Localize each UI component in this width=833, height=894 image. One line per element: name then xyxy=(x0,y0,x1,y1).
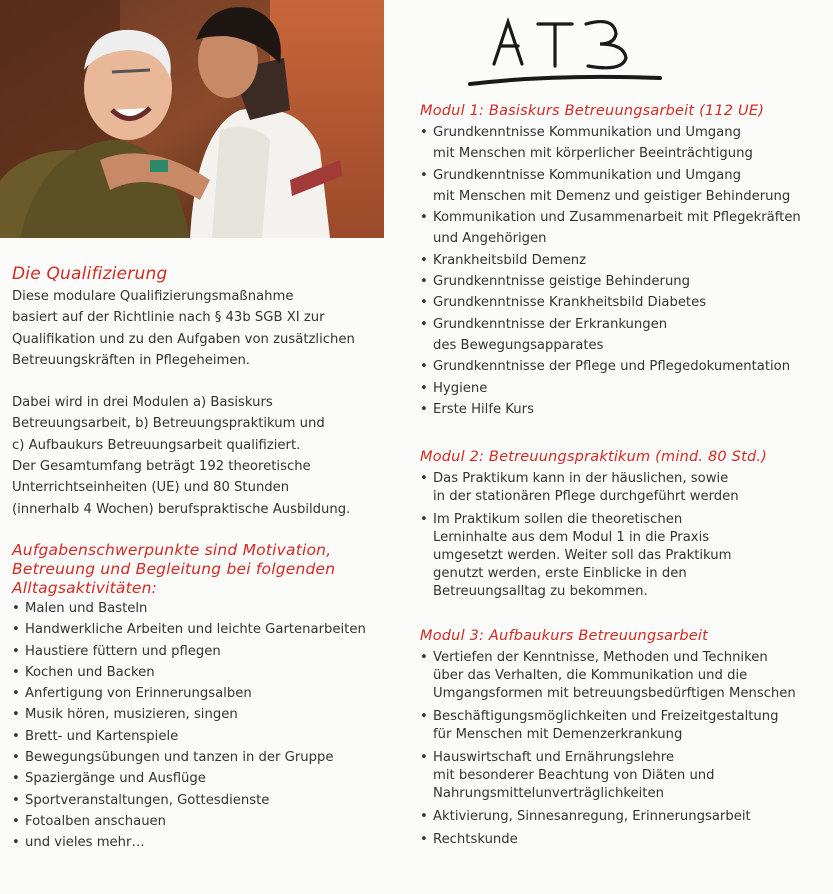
list-item: • Brett- und Kartenspiele xyxy=(12,726,372,747)
heading-line: Betreuung und Begleitung bei folgenden xyxy=(12,559,336,578)
text-line: c) Aufbaukurs Betreuungsarbeit qualifiziert. xyxy=(12,437,301,453)
module-3-heading: Modul 3: Aufbaukurs Betreuungsarbeit xyxy=(420,628,708,645)
tasks-list xyxy=(12,598,372,854)
list-item: • Das Praktikum kann in der häuslichen, sowie in der stationären Pflege durchgeführt werden xyxy=(420,470,828,506)
list-item: • Kochen und Backen xyxy=(12,662,372,683)
list-item: • Anfertigung von Erinnerungsalben xyxy=(12,683,372,704)
text-line: (innerhalb 4 Wochen) berufspraktische Ausbildung. xyxy=(12,501,351,517)
list-item: • Sportveranstaltungen, Gottesdienste xyxy=(12,790,372,811)
caregiver-photo xyxy=(0,0,384,238)
list-item: • Grundkenntnisse Kommunikation und Umgang mit Menschen mit körperlicher Beeinträchtigung xyxy=(420,122,828,165)
qualification-heading: Die Qualifizierung xyxy=(12,264,168,284)
text-line: Der Gesamtumfang beträgt 192 theoretische xyxy=(12,459,311,475)
list-item: • Kommunikation und Zusammenarbeit mit Pflegekräften und Angehörigen xyxy=(420,207,828,250)
module-1-heading: Modul 1: Basiskurs Betreuungsarbeit (112 UE) xyxy=(420,103,765,119)
module-2-list xyxy=(420,470,828,601)
list-item: • und vieles mehr… xyxy=(12,832,372,853)
heading-line: Aufgabenschwerpunkte sind Motivation, xyxy=(12,540,332,559)
list-item: • Rechtskunde xyxy=(420,831,828,849)
text-line: Unterrichtseinheiten (UE) und 80 Stunden xyxy=(12,480,290,496)
text-line: Betreuungsarbeit, b) Betreuungspraktikum und xyxy=(12,416,325,432)
list-item: • Spaziergänge und Ausflüge xyxy=(12,768,372,789)
list-item: • Im Praktikum sollen die theoretischen Lerninhalte aus dem Modul 1 in die Praxis umgesetzt werden. Weiter soll das Praktikum genutzt werden, erste Einblicke in den Betreuungsalltag zu bekommen. xyxy=(420,511,828,601)
tasks-heading xyxy=(12,541,372,598)
heading-line: Alltagsaktivitäten: xyxy=(12,578,158,597)
logo-drawing xyxy=(464,4,664,94)
module-2-heading: Modul 2: Betreuungspraktikum (mind. 80 Std.) xyxy=(420,449,768,466)
text-line: Dabei wird in drei Modulen a) Basiskurs xyxy=(12,395,273,411)
list-item: • Handwerkliche Arbeiten und leichte Gartenarbeiten xyxy=(12,619,372,640)
text-line: basiert auf der Richtlinie nach § 43b SGB XI zur xyxy=(12,310,325,326)
list-item: • Malen und Basteln xyxy=(12,598,372,619)
list-item: • Grundkenntnisse geistige Behinderung xyxy=(420,271,828,292)
photo-illustration xyxy=(0,0,384,238)
text-line: Diese modulare Qualifizierungsmaßnahme xyxy=(12,289,294,304)
list-item: • Bewegungsübungen und tanzen in der Gruppe xyxy=(12,747,372,768)
left-column xyxy=(12,262,372,854)
list-item: • Erste Hilfe Kurs xyxy=(420,399,828,420)
list-item: • Grundkenntnisse Krankheitsbild Diabetes xyxy=(420,292,828,313)
qualification-paragraph-1 xyxy=(12,286,372,371)
list-item: • Grundkenntnisse Kommunikation und Umgang mit Menschen mit Demenz und geistiger Behinderung xyxy=(420,165,828,208)
list-item: • Krankheitsbild Demenz xyxy=(420,250,828,271)
list-item: • Vertiefen der Kenntnisse, Methoden und Techniken über das Verhalten, die Kommunikation und die Umgangsformen mit betreuungsbedürftigen Menschen xyxy=(420,649,828,703)
list-item: • Grundkenntnisse der Erkrankungen des Bewegungsapparates xyxy=(420,314,828,357)
module-3-list xyxy=(420,649,828,849)
qualification-paragraph-2 xyxy=(12,392,372,520)
at3-logo xyxy=(464,4,664,94)
text-line: Qualifikation und zu den Aufgaben von zusätzlichen xyxy=(12,331,355,347)
list-item: • Beschäftigungsmöglichkeiten und Freizeitgestaltung für Menschen mit Demenzerkrankung xyxy=(420,708,828,744)
text-line: Betreuungskräften in Pflegeheimen. xyxy=(12,352,250,368)
list-item: • Hauswirtschaft und Ernährungslehre mit besonderer Beachtung von Diäten und Nahrungsmittelunverträglichkeiten xyxy=(420,749,828,803)
right-column xyxy=(420,100,828,854)
list-item: • Aktivierung, Sinnesanregung, Erinnerungsarbeit xyxy=(420,808,828,826)
list-item: • Grundkenntnisse der Pflege und Pflegedokumentation xyxy=(420,356,828,377)
list-item: • Haustiere füttern und pflegen xyxy=(12,641,372,662)
module-1-list xyxy=(420,122,828,420)
list-item: • Musik hören, musizieren, singen xyxy=(12,704,372,725)
list-item: • Hygiene xyxy=(420,378,828,399)
list-item: • Fotoalben anschauen xyxy=(12,811,372,832)
